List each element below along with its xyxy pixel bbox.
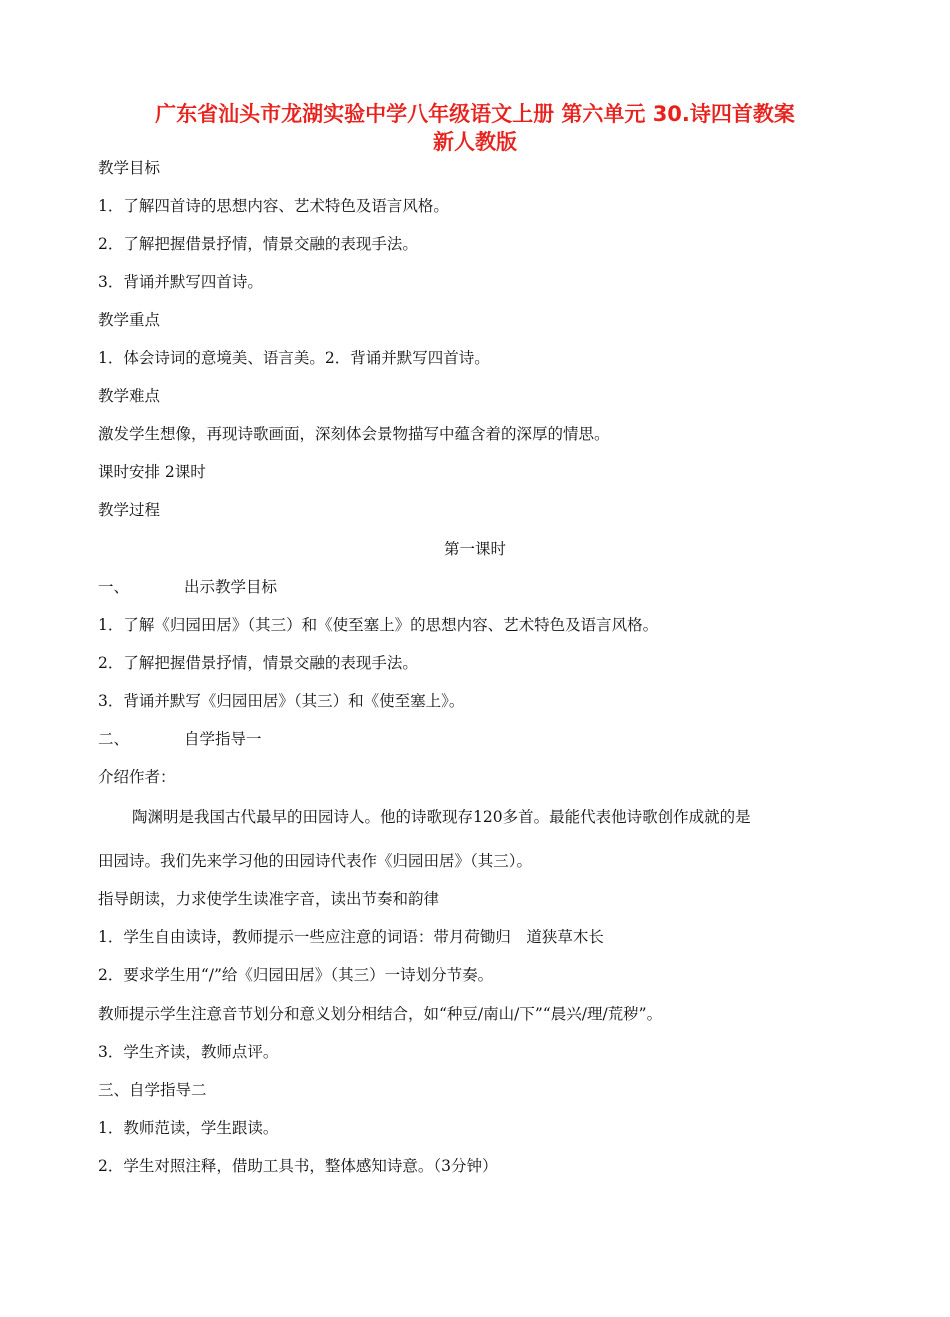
section-1-title: 出示教学目标 [184,578,278,596]
difficulty-text: 激发学生想像，再现诗歌画面，深刻体会景物描写中蕴含着的深厚的情思。 [98,425,610,443]
process-heading: 教学过程 [98,501,161,519]
reading-step-1: 1．学生自由读诗，教师提示一些应注意的词语：带月荷锄归 道狭草木长 [98,928,604,946]
section-2-title: 自学指导一 [184,730,262,748]
author-heading: 介绍作者： [98,768,176,786]
section-2-number: 二、 [98,730,130,748]
section-1-item-2: 2．了解把握借景抒情，情景交融的表现手法。 [98,654,418,672]
lesson-heading: 第一课时 [443,540,506,558]
schedule-text: 课时安排 2课时 [98,463,206,481]
difficulty-heading: 教学难点 [98,387,161,405]
goals-heading: 教学目标 [98,159,161,177]
reading-hint: 教师提示学生注意音节划分和意义划分相结合，如“种豆/南山/下”“晨兴/理/荒秽”。 [98,1005,663,1023]
document-title-line-1: 广东省汕头市龙湖实验中学八年级语文上册 第六单元 30.诗四首教案 [155,102,795,126]
key-points-text: 1．体会诗词的意境美、语言美。2．背诵并默写四首诗。 [98,349,490,367]
section-1-item-3: 3．背诵并默写《归园田居》（其三）和《使至塞上》。 [98,692,465,710]
section-2-heading [98,728,262,750]
document-title-line-2: 新人教版 [433,130,517,154]
section-3-item-1: 1．教师范读，学生跟读。 [98,1119,279,1137]
goal-item-2: 2．了解把握借景抒情，情景交融的表现手法。 [98,235,418,253]
section-1-item-1: 1．了解《归园田居》（其三）和《使至塞上》的思想内容、艺术特色及语言风格。 [98,616,659,634]
section-1-heading [98,576,277,598]
section-3-heading: 三、自学指导二 [98,1081,207,1099]
goal-item-1: 1．了解四首诗的思想内容、艺术特色及语言风格。 [98,197,449,215]
section-3-item-2: 2．学生对照注释，借助工具书，整体感知诗意。（3分钟） [98,1157,498,1175]
author-paragraph-line-2: 田园诗。我们先来学习他的田园诗代表作《归园田居》（其三）。 [98,852,533,870]
reading-step-3: 3．学生齐读，教师点评。 [98,1043,279,1061]
goal-item-3: 3．背诵并默写四首诗。 [98,273,263,291]
reading-step-2: 2．要求学生用“/”给《归园田居》（其三）一诗划分节奏。 [98,966,494,984]
section-1-number: 一、 [98,578,130,596]
key-points-heading: 教学重点 [98,311,161,329]
reading-guide: 指导朗读，力求使学生读准字音，读出节奏和韵律 [98,890,440,908]
author-paragraph-line-1: 陶渊明是我国古代最早的田园诗人。他的诗歌现存120多首。最能代表他诗歌创作成就的是 [132,808,751,826]
